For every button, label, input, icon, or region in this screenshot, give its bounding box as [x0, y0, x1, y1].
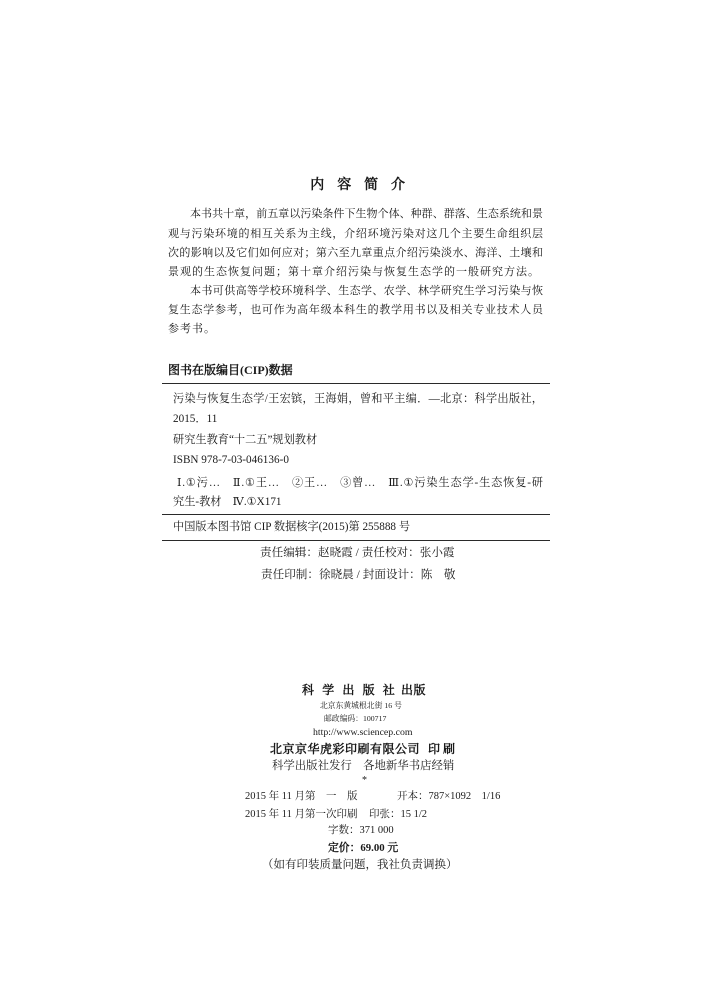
credits-production: 责任印制：徐晓晨 / 封面设计：陈 敬	[261, 568, 456, 581]
word-count: 字数：371 000	[328, 825, 394, 836]
summary-paragraph-1-line-2: 观与污染环境的相互关系为主线，介绍环境污染对这几个主要生命组织层	[168, 227, 543, 240]
credits-editors: 责任编辑：赵晓霞 / 责任校对：张小霞	[260, 546, 455, 559]
separator-asterisk: *	[362, 775, 367, 786]
publisher-suffix: 出版	[401, 683, 427, 697]
summary-paragraph-1-line-1: 本书共十章，前五章以污染条件下生物个体、种群、群落、生态系统和景	[190, 208, 543, 220]
publisher-website: http://www.sciencep.com	[313, 727, 413, 738]
publisher-address: 北京东黄城根北街 16 号	[320, 701, 402, 710]
summary-paragraph-2-line-1: 本书可供高等学校环境科学、生态学、农学、林学研究生学习污染与恢	[190, 285, 543, 297]
cip-line-isbn: ISBN 978-7-03-046136-0	[173, 454, 289, 466]
printed-sheets: 印张：15 1/2	[369, 809, 428, 820]
cip-line-series: 研究生教育“十二五”规划教材	[173, 434, 318, 446]
cip-rule-middle	[162, 514, 550, 515]
cip-line-subjects-2: 究生-教材 Ⅳ.①X171	[173, 496, 282, 508]
printer-name: 北京京华虎彩印刷有限公司	[270, 742, 421, 756]
cip-line-subjects-1: Ⅰ.①污… Ⅱ.①王… ②王… ③曾… Ⅲ.①污染生态学-生态恢复-研	[177, 477, 543, 489]
publisher-postcode: 邮政编码：100717	[324, 714, 387, 723]
edition-date: 2015 年 11 月第 一 版	[245, 791, 358, 802]
summary-paragraph-2-line-3: 参考书。	[168, 323, 216, 335]
cip-line-date: 2015．11	[173, 413, 218, 425]
printer-suffix: 印刷	[428, 742, 459, 756]
publisher-name: 科 学 出 版 社	[302, 683, 398, 697]
price: 定价：69.00 元	[328, 842, 399, 854]
book-format: 开本：787×1092 1/16	[397, 791, 501, 802]
cip-rule-bottom	[162, 540, 550, 541]
summary-title: 内 容 简 介	[310, 178, 410, 193]
cip-line-title-responsibility: 污染与恢复生态学/王宏镔，王海娟，曾和平主编．—北京：科学出版社，	[173, 393, 543, 405]
summary-paragraph-1-line-4: 景观的生态恢复问题；第十章介绍污染与恢复生态学的一般研究方法。	[168, 266, 540, 278]
cip-record-number: 中国版本图书馆 CIP 数据核字(2015)第 255888 号	[173, 521, 411, 533]
summary-paragraph-2-line-2: 复生态学参考，也可作为高年级本科生的教学用书以及相关专业技术人员	[168, 304, 543, 316]
cip-heading: 图书在版编目(CIP)数据	[168, 363, 293, 377]
quality-notice: （如有印装质量问题，我社负责调换）	[262, 859, 458, 871]
printing-date: 2015 年 11 月第一次印刷	[245, 809, 358, 820]
distribution-line: 科学出版社发行 各地新华书店经销	[272, 760, 455, 772]
cip-rule-top	[162, 383, 550, 384]
summary-paragraph-1-line-3: 次的影响以及它们如何应对；第六至九章重点介绍污染淡水、海洋、土壤和	[168, 247, 543, 259]
